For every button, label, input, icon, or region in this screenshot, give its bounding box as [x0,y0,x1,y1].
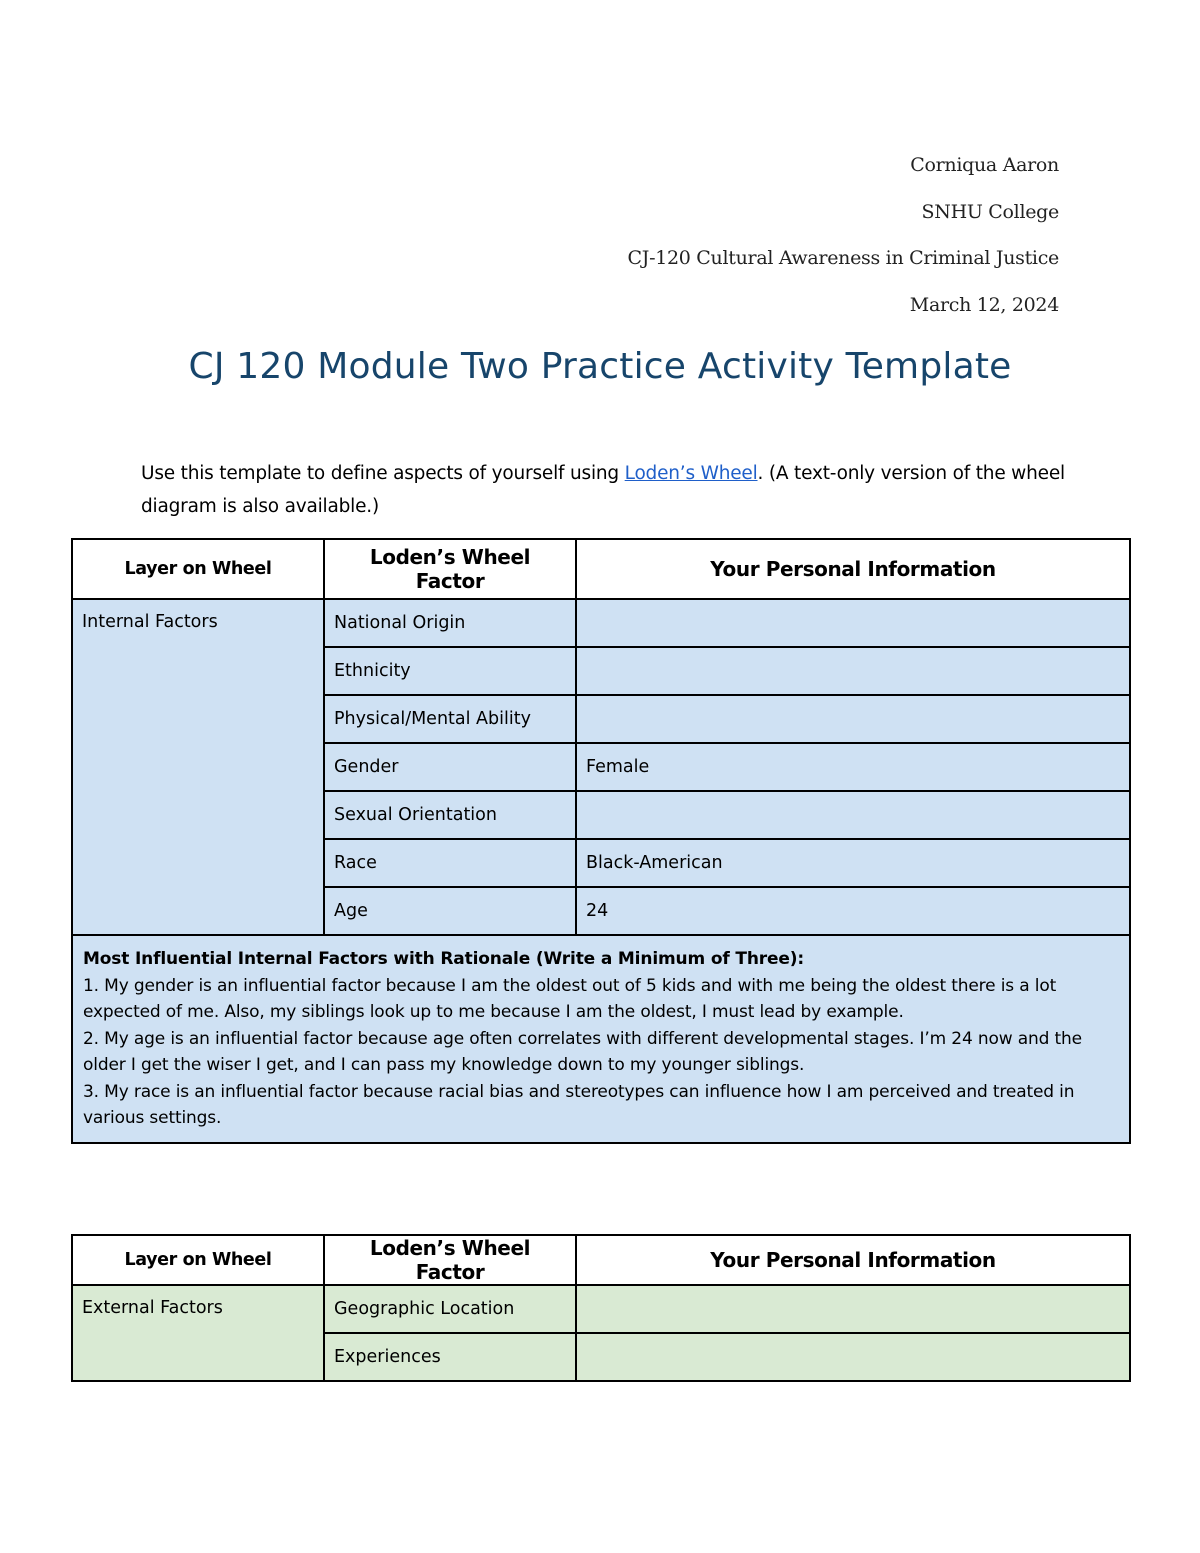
rationale-item: 2. My age is an influential factor because age often correlates with different developmental stages. I’m 24 now and the older I get the wiser I get, and I can pass my knowledge down to my younger siblings. [83,1028,1082,1075]
header-layer-on-wheel: Layer on Wheel [72,1235,324,1285]
factor-cell: Sexual Orientation [324,791,576,839]
rationale-cell[interactable] [72,935,1130,1143]
table-row [72,1285,1130,1333]
info-cell[interactable] [576,791,1130,839]
table-header-row [72,1235,1130,1285]
rationale-heading: Most Influential Internal Factors with Rationale (Write a Minimum of Three): [83,949,805,969]
info-cell[interactable] [576,647,1130,695]
intro-paragraph [141,457,1071,523]
author-name: Corniqua Aaron [910,154,1059,176]
table-header-row [72,539,1130,599]
institution-name: SNHU College [921,200,1059,223]
factor-cell: Physical/Mental Ability [324,695,576,743]
header-personal-information: Your Personal Information [576,1235,1130,1285]
rationale-item: 1. My gender is an influential factor because I am the oldest out of 5 kids and with me being the oldest there is a lot expected of me. Also, my siblings look up to me because I am the oldest, I must lead by example. [83,975,1057,1022]
factor-cell: National Origin [324,599,576,647]
internal-factors-table [71,538,1131,1144]
table-row [72,599,1130,647]
factor-cell: Ethnicity [324,647,576,695]
author-header [628,142,1059,328]
layer-internal-factors: Internal Factors [72,599,324,935]
rationale-item: 3. My race is an influential factor because racial bias and stereotypes can influence how I am perceived and treated in various settings. [83,1081,1075,1128]
info-cell[interactable] [576,695,1130,743]
factor-cell: Age [324,887,576,935]
info-cell[interactable] [576,1333,1130,1381]
header-lodens-wheel-factor: Loden’s Wheel Factor [324,1235,576,1285]
course-name: CJ-120 Cultural Awareness in Criminal Justice [627,247,1059,269]
external-factors-table [71,1234,1131,1382]
info-cell[interactable]: Female [576,743,1130,791]
factor-cell: Experiences [324,1333,576,1381]
intro-text-after-link: . (A text-only version of the wheel diagram is also available.) [141,463,1065,517]
header-layer-on-wheel: Layer on Wheel [72,539,324,599]
info-cell[interactable] [576,1285,1130,1333]
factor-cell: Geographic Location [324,1285,576,1333]
document-date: March 12, 2024 [909,293,1059,316]
lodens-wheel-link[interactable]: Loden’s Wheel [624,463,758,484]
factor-cell: Gender [324,743,576,791]
document-title: CJ 120 Module Two Practice Activity Template [188,346,1012,387]
intro-text-before-link: Use this template to define aspects of yourself using [141,463,625,484]
header-personal-information: Your Personal Information [576,539,1130,599]
header-lodens-wheel-factor: Loden’s Wheel Factor [324,539,576,599]
info-cell[interactable] [576,599,1130,647]
rationale-row [72,935,1130,1143]
factor-cell: Race [324,839,576,887]
info-cell[interactable]: Black-American [576,839,1130,887]
info-cell[interactable]: 24 [576,887,1130,935]
layer-external-factors: External Factors [72,1285,324,1381]
